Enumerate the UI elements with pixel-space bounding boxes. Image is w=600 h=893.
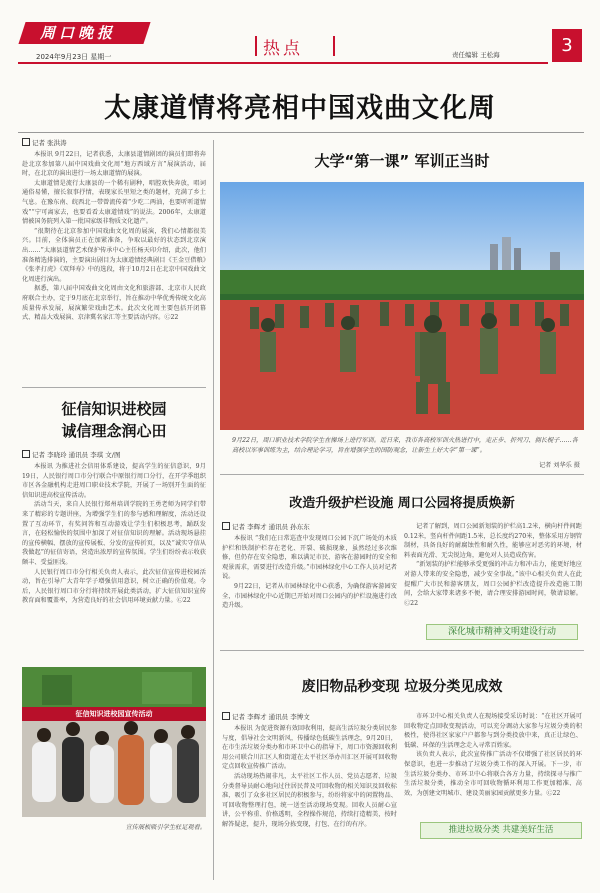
headline-rule xyxy=(18,132,584,133)
article2-paragraph: 活动当天，来自人民银行郑州培训学院的王勇老师为同学们带来了精彩的专题讲座，为增强学生们的参与感和理解度，活动还设置了互动环节，有奖问答和互动游戏让学生们积极思考，踊跃发言，在轻松愉快的氛围中加深了对征信知识的理解。活动现场悬挂的宣传横幅、摆放的宣传展板、分发的宣传折页，以及“诚实守信从我做起”的征信寄语，营造出浓厚的宣传氛围。学生们纷纷表示收获颇丰、受益匪浅。 xyxy=(22,501,206,566)
article3-credit: 记者 刘华乐 摄 xyxy=(538,462,580,469)
article2-paragraph: 本报讯 为推进社会信用体系建设，提高学生的征信意识，9月19日，人民银行周口市分行联合中原银行周口分行，在开学季组织市区各金融机构走进周口职业技术学院，开展了一场别开生面的征信知识进高校宣传活动。 xyxy=(22,463,206,499)
article4-banner: 深化城市精神文明建设行动 xyxy=(426,624,578,640)
military-training-photo xyxy=(220,182,584,430)
article1-paragraph: 据悉，第八届中国戏曲文化周由文化和旅游部、北京市人民政府联合主办，定于9月底在北京举行，旨在推动中华优秀传统文化高质量传承发展，展演繁荣戏曲艺术。此次文化周主要包括开闭幕式、精品大戏展演、京津冀名家汇等主要活动内容。Ⓒ22 xyxy=(22,285,206,322)
photo-banner-text: 征信知识进校园宣传活动 xyxy=(75,710,153,718)
article2-body xyxy=(22,462,206,606)
article5-byline: 记者 李辉才 通讯员 李博文 xyxy=(222,712,310,721)
article3-photo xyxy=(220,182,584,430)
article1-body xyxy=(22,150,206,323)
main-headline: 太康道情将亮相中国戏曲文化周 xyxy=(104,93,496,124)
article4-paragraph: 记者了解到，周口公园新划装的护栏高1.2米，横向杆件间距0.12米，竖向杆件间距1.5米，总长度约270米，整体采用方钢管制材，具备良好的耐腐蚀性和耐久性，能够应对恶劣的环境，材料表面光滑、无尖锐边角，避免对人员造成伤害。 xyxy=(404,523,582,559)
article3-title: 大学“第一课” 军训正当时 xyxy=(314,152,490,170)
article5-paragraph: 该负责人表示，此次宣传推广活动不仅增强了社区居民的环保意识，也进一步推动了垃圾分类工作的深入开展。下一步，市生活垃圾分类办、市环卫中心将联合各方力量，持续探寻与推广生活垃圾分类，推动全市可回收物循环利用工作更加精准、高效，为创建文明城市、建设美丽家园贡献更多力量。Ⓒ22 xyxy=(404,751,582,797)
article4-byline: 记者 李辉才 通讯员 孙东东 xyxy=(222,522,310,531)
article2-byline: 记者 李晓玲 通讯员 李琪 文/图 xyxy=(22,450,120,459)
left-column-rule xyxy=(22,387,206,388)
article1-byline: 记者 张洪涛 xyxy=(22,138,67,147)
article5-paragraph: 活动现场热闹非凡，太平社区工作人员、党员志愿者、垃圾分类督导员耐心地向过往居民普及可回收物的相关知识及回收标准，吸引了众多社区居民的积极参与，纷纷将家中的闲置物品、可回收物整理打包，统一送至活动现场变现。回收人员耐心宣讲，公平称重、价格透明，全程操作规范，持续打造精美，按时解答疑虑，提升，现场分拣变现，打包、在行的有序。 xyxy=(222,772,397,828)
campus-photo-illustration xyxy=(22,667,206,817)
issue-date: 2024年9月23日 星期一 xyxy=(36,53,112,61)
article5-title: 废旧物品秒变现 垃圾分类见成效 xyxy=(301,679,503,695)
byline-box-icon xyxy=(222,522,230,530)
article5-body-left xyxy=(222,724,397,830)
right-column-rule-1 xyxy=(220,474,584,475)
newspaper-logo: 周口晚报 xyxy=(40,24,117,42)
article2-caption: 宣传展板吸引学生驻足观看。 xyxy=(125,824,206,831)
masthead-rule xyxy=(18,62,548,64)
article5-banner: 推进垃圾分类 共建美好生活 xyxy=(420,822,582,839)
responsible-editor: 责任编辑 王松海 xyxy=(452,51,500,59)
byline-box-icon xyxy=(222,712,230,720)
section-divider-left xyxy=(255,36,257,56)
right-column-rule-2 xyxy=(220,650,584,651)
column-separator xyxy=(213,140,214,880)
article4-title: 改造升级护栏设施 周口公园将提质焕新 xyxy=(289,496,515,511)
article3-caption: 9月22日，周口职业技术学院学生在操场上进行军训。近日来，我市各高校军训火热进行中，走正步、折列刀、拥长棍子……各高校以军事训练为主，结合理论学习，旨在增强学生的国防观念，让新生上好大学“第一课”。 xyxy=(232,437,578,454)
article2-title-line1: 征信知识进校园 xyxy=(61,400,167,418)
page-number: 3 xyxy=(552,29,582,62)
byline-box-icon xyxy=(22,450,30,458)
section-divider-right xyxy=(333,36,335,56)
section-title: 热点 xyxy=(263,39,303,59)
article1-paragraph: 太康道情是流行太康县的一个稀有剧种，唱腔欢快奔放，唱词通俗易懂，擅长叙事抒情，表现家长里短之类的题材，充满了乡土气息。在豫东南、皖西北一带曾流传着“少吃二两油，也要听听道情戏”“宁可离家去，也要看看太康道情戏”的说法。2006年，太康道情被国务院列入第一批国家级非物质文化遗产。 xyxy=(22,179,206,226)
article4-paragraph: 本报讯 “我们在日常巡查中发现周口公园下沉广场处的木质护栏和铁制护栏存在老化、开裂、破损现象，虽然经过多次维修，但仍存在安全隐患，难以满足市民、游客在游园时的安全和观景需求，需要进行改造升级。”市园林绿化中心工作人员对记者说。 xyxy=(222,535,397,581)
article5-paragraph: 本报讯 为促进资源有效回收利用，提高生活垃圾分类居民参与度，倡导社会文明新风，传播绿色低碳生活理念，9月20日，在市生活垃圾分类办和市环卫中心的指导下，周口市资源回收利用公司联合川汇区人和街道在太平社区举办川汇区开展可回收物定点回收宣传推广活动。 xyxy=(222,725,397,771)
article4-paragraph: “新划装的护栏能够承受更强的冲击力和冲击力，能更好地应对游人带来的安全隐患，减少安全事故。”该中心相关负责人在此提醒广大市民和游客朋友，周口公园护栏改造提升改造施工期间，会给大家带来诸多不便，请合理安排游园时间，敬请谅解。Ⓒ22 xyxy=(404,561,582,607)
article1-paragraph: 本报讯 9月22日，记者获悉，太康县道情剧团的演员们即将奔赴北京参加第八届中国戏曲文化周“地方西域方言”展演活动，届时，在北京的演出进行一场太康道情的展演。 xyxy=(22,151,206,178)
article4-body-right xyxy=(404,522,582,608)
article5-body-right xyxy=(404,712,582,798)
article1-paragraph: “很期待在北京参加中国戏曲文化周的展演，我们心情都很美兴。目前，全体演员正在加紧准备，争取以最好的状态到北京演出……”太康县道情艺术保护传承中心主任杨天印介绍，此次，他们准备精选排演的，主要演出剧目为太康道情经典剧目《王金豆借粮》《张孝打虎》《双拜寿》中的选段，将于10月2日在北京中国戏曲文化周进行演出。 xyxy=(22,227,206,283)
article2-photo xyxy=(22,667,206,817)
byline-box-icon xyxy=(22,138,30,146)
article5-paragraph: 市环卫中心相关负责人在现场接受采访时说：“在社区开展可回收物定点回收变现活动，可以充分调动大家参与垃圾分类的积极性，使得社区家家户户都参与到分类投放中来，真正让绿色、低碳、环保的生活理念走入寻常百姓家。 xyxy=(404,713,582,749)
article2-title-line2: 诚信理念润心田 xyxy=(61,422,167,440)
article4-paragraph: 9月22日，记者从市园林绿化中心获悉，为确保游客游园安全，市园林绿化中心近期已开始对周口公园内的护栏设施进行改造升级。 xyxy=(222,582,397,610)
article4-body-left xyxy=(222,534,397,611)
article2-paragraph: 人民银行周口市分行相关负责人表示，此次征信宣传进校园活动，旨在引导广大青年学子增强信用意识，树立正确的价值观。今后，人民银行周口市分行将持续开展此类活动，扩大征信知识宣传教育面和覆盖率，为营造良好的社会信用环境贡献力量。Ⓒ22 xyxy=(22,568,206,605)
